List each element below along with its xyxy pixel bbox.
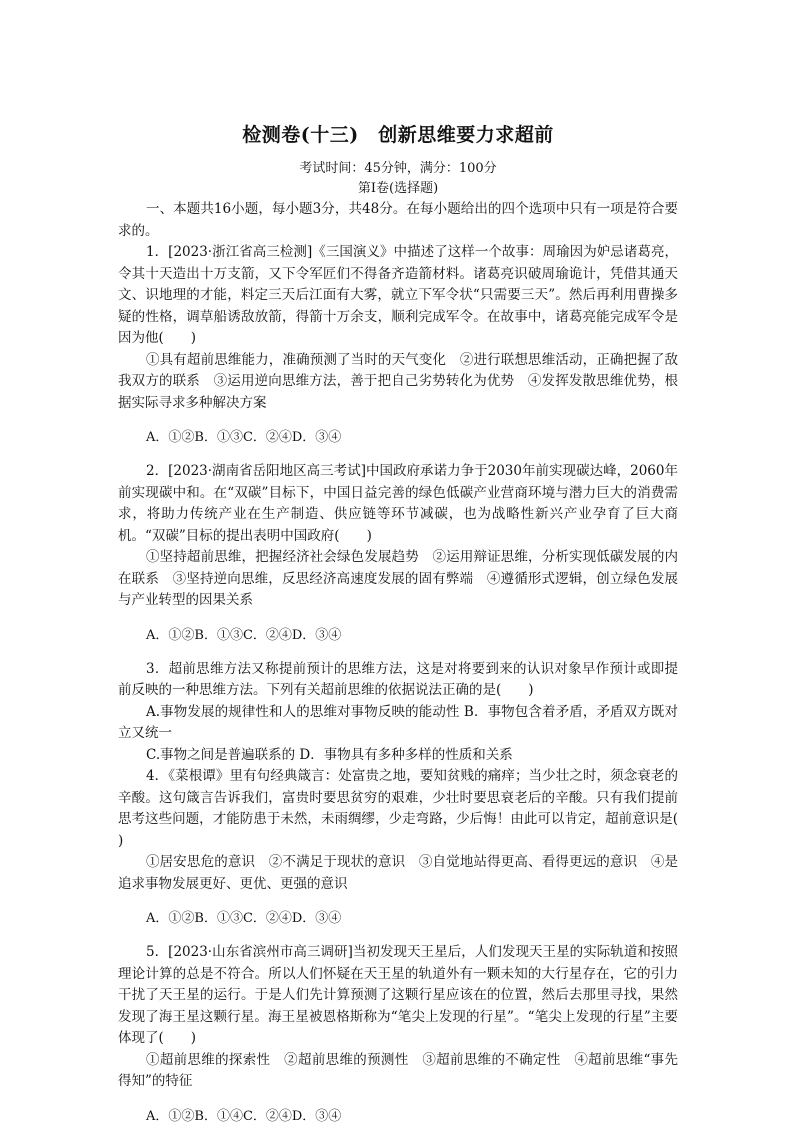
question-3-stem: 3．超前思维方法又称提前预计的思维方法，这是对将要到来的认识对象早作预计或即提前反映的一种思维方法。下列有关超前思维的依据说法正确的是( ) [118,660,678,698]
document-content [118,120,705,1140]
question-3-option-line-2: C.事物之间是普遍联系的 D．事物具有多种多样的性质和关系 [146,746,513,763]
question-5-stem: 5．[2023·山东省滨州市高三调研]当初发现天王星后，人们发现天王星的实际轨道和按照理论计算的总是不符合。所以人们怀疑在天王星的轨道外有一颗未知的大行星存在，它的引力干扰了天王星的运行。于是人们先计算预测了这颗行星应该在的位置，然后去那里寻找，果然发现了海王星这颗行星。海王星被恩格斯称为“笔尖上发现的行星”。“笔尖上发现的行星”主要体现了( ) [118,944,678,1046]
question-2-stem: 2．[2023·湖南省岳阳地区高三考试]中国政府承诺力争于2030年前实现碳达峰，2060年前实现碳中和。在“双碳”目标下，中国日益完善的绿色低碳产业营商环境与潜力巨大的消费需求，将助力传统产业在生产制造、供应链等环节减碳，也为战略性新兴产业孕育了巨大商机。“双碳”目标的提出表明中国政府( ) [118,463,678,544]
question-3-option-line-1: A.事物发展的规律性和人的思维对事物反映的能动性 B．事物包含着矛盾，矛盾双方既对立又统一 [118,703,678,741]
question-4-options: ①居安思危的意识 ②不满足于现状的意识 ③自觉地站得更高、看得更远的意识 ④是追求事物发展更好、更优、更强的意识 [118,854,678,892]
question-1-stem: 1．[2023·浙江省高三检测]《三国演义》中描述了这样一个故事：周瑜因为妒忌诸葛亮，令其十天造出十万支箭，又下令军匠们不得备齐造箭材料。诸葛亮识破周瑜诡计，凭借其通天文、识地理的才能，料定三天后江面有大雾，就立下军令状“只需要三天”。然后再利用曹操多疑的性格，调草船诱敌放箭，得箭十万余支，顺利完成军令。在故事中，诸葛亮能完成军令是因为他( ) [118,244,678,346]
page-title: 检测卷(十三) 创新思维要力求超前 [242,124,554,146]
question-4-stem: 4．《菜根谭》里有句经典箴言：处富贵之地，要知贫贱的痛痒；当少壮之时，须念衰老的辛酸。这句箴言告诉我们，富贵时要思贫穷的艰难，少壮时要思衰老后的辛酸。只有我们提前思考这些问题，才能防患于未然，未雨绸缪，少走弯路，少后悔！由此可以肯定，超前意识是( ) [118,768,705,849]
question-2-options: ①坚持超前思维，把握经济社会绿色发展趋势 ②运用辩证思维，分析实现低碳发展的内在联系 ③坚持逆向思维，反思经济高速度发展的固有弊端 ④遵循形式逻辑，创立绿色发展与产业转型的因果关系 [118,549,678,608]
section-heading: 第Ⅰ卷(选择题) [357,181,439,196]
instructions: 一、本题共16小题，每小题3分，共48分。在每小题给出的四个选项中只有一项是符合要求的。 [118,201,678,239]
exam-info: 考试时间：45分钟，满分：100分 [299,161,497,176]
question-1-options: ①具有超前思维能力，准确预测了当时的天气变化 ②进行联想思维活动，正确把握了敌我双方的联系 ③运用逆向思维方法，善于把自己劣势转化为优势 ④发挥发散思维优势，根据实际寻求多种解决方案 [118,351,678,411]
question-5-answers: A．①②B．①④C．②④D．③④ [146,1108,342,1124]
question-5-options: ①超前思维的探索性 ②超前思维的预测性 ③超前思维的不确定性 ④超前思维“事先得知”的特征 [118,1051,678,1089]
question-2-answers: A．①②B．①③C．②④D．③④ [146,627,342,643]
question-1-answers: A．①②B．①③C．②④D．③④ [146,430,342,445]
question-4-answers: A．①②B．①③C．②④D．③④ [146,911,342,926]
